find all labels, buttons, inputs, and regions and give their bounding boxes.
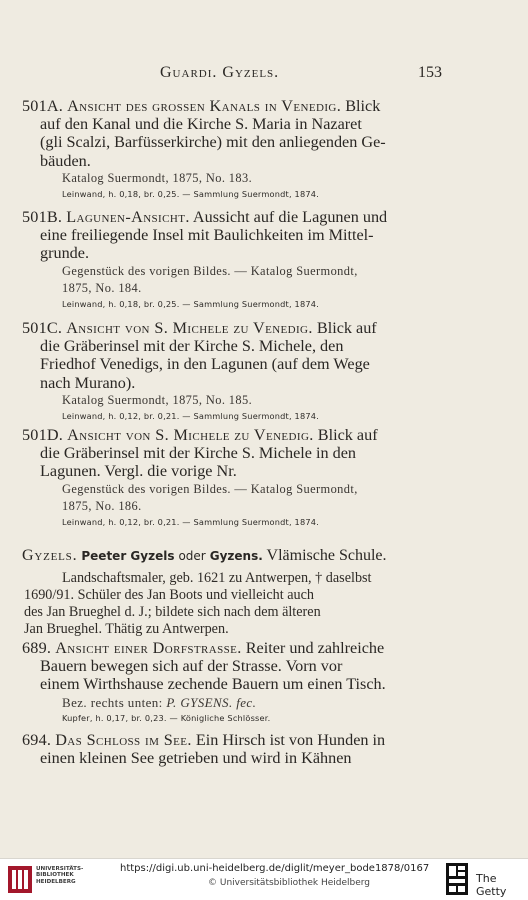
entry-line: Lagunen. Vergl. die vorige Nr. xyxy=(40,462,237,481)
entry-title: Das Schloss im See. xyxy=(55,731,192,749)
entry-main-text xyxy=(22,97,458,170)
entry-501d xyxy=(22,426,458,529)
entry-title: Ansicht von S. Michele zu Venedig. xyxy=(66,319,313,337)
entry-line: einem Wirthshause zechende Bauern um einen Tisch. xyxy=(40,675,386,694)
entry-line: nach Murano). xyxy=(40,373,136,392)
material-note: Leinwand, h. 0,18, br. 0,25. — Sammlung Suermondt, 1874. xyxy=(62,298,319,309)
bio-line: Landschaftsmaler, geb. 1621 zu Antwerpen, † daselbst xyxy=(62,570,372,586)
entry-title: Ansicht einer Dorfstrasse. xyxy=(55,639,242,657)
library-name-line: HEIDELBERG xyxy=(36,878,76,885)
entry-title: Lagunen-Ansicht. xyxy=(66,208,190,226)
entry-501b xyxy=(22,208,458,311)
entry-line: Aussicht auf die Lagunen und xyxy=(189,208,388,226)
signature-prefix: Bez. rechts unten: xyxy=(62,694,163,710)
catalog-ref: Gegenstück des vorigen Bildes. — Katalog Suermondt, xyxy=(62,481,358,496)
catalog-ref: 1875, No. 186. xyxy=(62,498,142,513)
artist-school: Vlämische Schule. xyxy=(266,547,387,564)
entry-main-text xyxy=(22,319,458,392)
entry-501a xyxy=(22,97,458,201)
entry-line: bäuden. xyxy=(40,151,91,170)
entry-line: Reiter und zahlreiche xyxy=(241,639,385,657)
entry-line: (gli Scalzi, Barfüsserkirche) mit den anliegenden Ge- xyxy=(40,133,386,152)
entry-line: einen kleinen See getrieben und wird in Kähnen xyxy=(40,749,352,768)
entry-main-text xyxy=(22,426,458,481)
page-header xyxy=(0,64,528,86)
entry-line: Bauern bewegen sich auf der Strasse. Vorn vor xyxy=(40,657,343,676)
entry-main-text xyxy=(22,731,458,767)
artist-alt-name: Gyzens. xyxy=(209,549,263,563)
entry-line: Blick auf xyxy=(313,426,378,444)
catalog-ref: Katalog Suermondt, 1875, No. 185. xyxy=(62,392,253,407)
signature: P. GYSENS. fec. xyxy=(166,694,257,710)
entry-line: die Gräberinsel mit der Kirche S. Michele in den xyxy=(40,444,357,463)
copyright-text: © Universitätsbibliothek Heidelberg xyxy=(208,878,371,888)
entry-line: die Gräberinsel mit der Kirche S. Michele, den xyxy=(40,337,344,356)
copyright-notice xyxy=(208,878,370,888)
entry-number: 501C. xyxy=(22,319,63,337)
getty-label: The Getty xyxy=(476,872,507,898)
bio-line: 1690/91. Schüler des Jan Boots und vielleicht auch xyxy=(24,587,315,603)
viewer-footer xyxy=(0,858,528,900)
catalog-ref: Katalog Suermondt, 1875, No. 183. xyxy=(62,170,253,185)
university-library-logo-icon xyxy=(8,866,32,893)
artist-heading xyxy=(22,547,458,565)
artist-name: Gyzels. xyxy=(22,547,78,564)
entry-number: 501D. xyxy=(22,426,64,444)
library-name-line: BIBLIOTHEK xyxy=(36,872,74,879)
entry-line: Blick auf xyxy=(312,319,377,337)
entry-number: 501A. xyxy=(22,97,64,115)
entry-line: Friedhof Venedigs, in den Lagunen (auf dem Wege xyxy=(40,355,370,374)
page-number: 153 xyxy=(418,64,442,81)
entry-title: Ansicht des grossen Kanals in Venedig. xyxy=(67,97,342,115)
artist-oder: oder xyxy=(178,549,206,563)
entry-title: Ansicht von S. Michele zu Venedig. xyxy=(67,426,314,444)
entry-main-text xyxy=(22,639,458,694)
entry-501c xyxy=(22,319,458,423)
running-head: Guardi. Gyzels. xyxy=(160,64,280,81)
entry-689 xyxy=(22,639,458,725)
library-name-line: UNIVERSITÄTS- xyxy=(36,866,84,872)
bio-line: Jan Brueghel. Thätig zu Antwerpen. xyxy=(24,621,229,637)
getty-logo-icon xyxy=(446,863,468,895)
artist-full-name: Peeter Gyzels xyxy=(81,549,175,563)
entry-line: Blick xyxy=(341,97,381,115)
catalog-ref: 1875, No. 184. xyxy=(62,280,142,295)
bio-line: des Jan Brueghel d. J.; bildete sich nach dem älteren xyxy=(24,604,321,620)
entry-694 xyxy=(22,731,458,767)
entry-number: 694. xyxy=(22,731,52,749)
signature-note xyxy=(22,694,458,711)
material-note: Kupfer, h. 0,17, br. 0,23. — Königliche Schlösser. xyxy=(62,712,271,723)
entry-number: 501B. xyxy=(22,208,63,226)
entry-line: eine freiliegende Insel mit Baulichkeiten im Mittel- xyxy=(40,226,374,245)
material-note: Leinwand, h. 0,18, br. 0,25. — Sammlung Suermondt, 1874. xyxy=(62,188,319,199)
entry-number: 689. xyxy=(22,639,52,657)
library-name xyxy=(36,866,83,885)
catalog-ref: Gegenstück des vorigen Bildes. — Katalog Suermondt, xyxy=(62,263,358,278)
artist-section xyxy=(22,547,458,638)
material-note: Leinwand, h. 0,12, br. 0,21. — Sammlung Suermondt, 1874. xyxy=(62,516,319,527)
entry-main-text xyxy=(22,208,458,263)
entry-line: grunde. xyxy=(40,244,89,263)
material-note: Leinwand, h. 0,12, br. 0,21. — Sammlung Suermondt, 1874. xyxy=(62,410,319,421)
artist-bio xyxy=(22,570,458,638)
entry-line: auf den Kanal und die Kirche S. Maria in Nazaret xyxy=(40,115,362,134)
source-url-link[interactable]: https://digi.ub.uni-heidelberg.de/diglit/meyer_bode1878/0167 xyxy=(120,863,430,874)
entry-line: Ein Hirsch ist von Hunden in xyxy=(191,731,386,749)
